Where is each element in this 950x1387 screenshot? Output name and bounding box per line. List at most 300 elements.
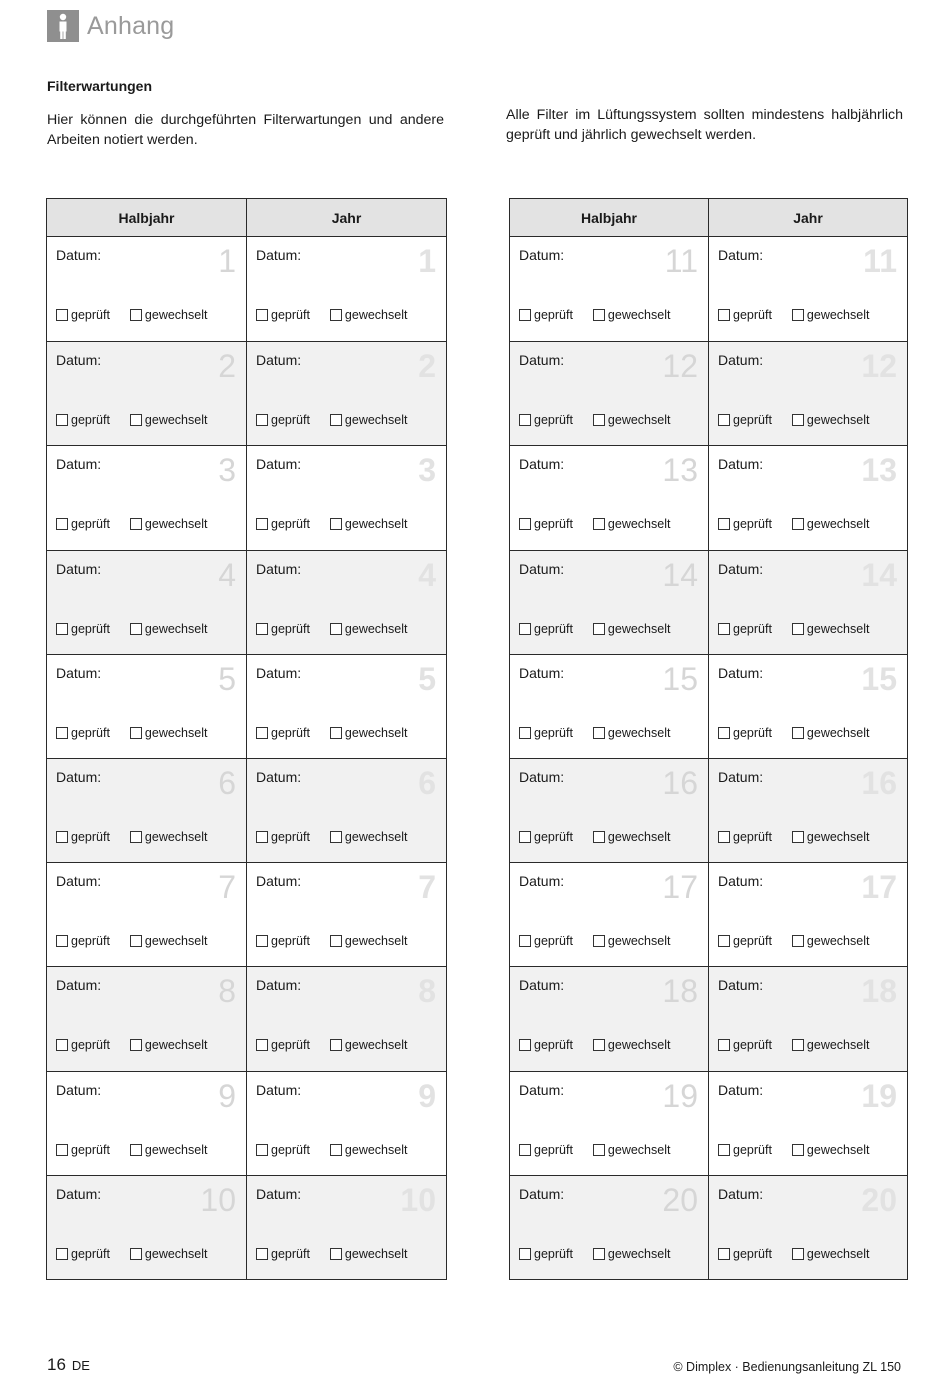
entry-number: 1 (418, 243, 436, 279)
checkbox-gewechselt[interactable] (330, 1143, 408, 1157)
checkbox-label: gewechselt (607, 413, 671, 428)
table-row (47, 862, 446, 966)
checkbox-geprueft[interactable] (718, 1247, 772, 1261)
table-row (510, 445, 907, 549)
checkbox-box[interactable] (593, 831, 605, 843)
checkbox-box[interactable] (792, 1144, 804, 1156)
checkbox-gewechselt[interactable] (130, 1143, 208, 1157)
entry-number: 18 (662, 973, 698, 1010)
checkbox-label: gewechselt (607, 308, 671, 322)
entry-cell-halbjahr[interactable] (510, 863, 708, 966)
checkbox-box[interactable] (56, 1039, 68, 1051)
checkbox-box[interactable] (718, 1248, 730, 1260)
checkbox-gewechselt[interactable] (593, 726, 671, 740)
entry-number: 3 (218, 452, 236, 489)
checkbox-gewechselt[interactable] (593, 934, 671, 948)
checkbox-box[interactable] (792, 623, 804, 635)
entry-cell-jahr[interactable] (708, 655, 907, 758)
entry-cell-jahr[interactable] (708, 551, 907, 654)
checkbox-gewechselt[interactable] (792, 1038, 870, 1052)
checkbox-label: geprüft (71, 725, 110, 740)
checkbox-box[interactable] (56, 414, 68, 426)
check-group (56, 934, 207, 948)
checkbox-label: geprüft (271, 934, 310, 949)
checkbox-label: geprüft (271, 517, 310, 532)
entry-number: 14 (662, 556, 698, 593)
datum-label: Datum: (519, 247, 565, 263)
checkbox-box[interactable] (56, 518, 68, 530)
checkbox-box[interactable] (519, 831, 531, 843)
checkbox-box[interactable] (256, 309, 268, 321)
checkbox-label: gewechselt (344, 1038, 408, 1053)
datum-label: Datum: (56, 1185, 102, 1202)
checkbox-gewechselt[interactable] (792, 830, 870, 844)
table-row (47, 341, 446, 445)
entry-number: 13 (861, 452, 897, 489)
checkbox-geprueft[interactable] (519, 413, 573, 427)
checkbox-gewechselt[interactable] (130, 1038, 208, 1052)
checkbox-box[interactable] (256, 935, 268, 947)
checkbox-label: gewechselt (607, 517, 671, 532)
checkbox-geprueft[interactable] (256, 1247, 310, 1261)
checkbox-box[interactable] (330, 1144, 342, 1156)
entry-cell-jahr[interactable] (708, 446, 907, 549)
entry-number: 13 (662, 452, 698, 489)
entry-cell-jahr[interactable] (246, 655, 446, 758)
checkbox-geprueft[interactable] (256, 830, 310, 844)
check-group (718, 413, 869, 427)
checkbox-gewechselt[interactable] (593, 308, 671, 322)
checkbox-box[interactable] (130, 518, 142, 530)
check-group (56, 413, 207, 427)
entry-cell-jahr[interactable] (708, 863, 907, 966)
checkbox-box[interactable] (330, 518, 342, 530)
checkbox-box[interactable] (256, 1039, 268, 1051)
checkbox-box[interactable] (256, 414, 268, 426)
entry-cell-halbjahr[interactable] (47, 967, 246, 1070)
checkbox-label: gewechselt (144, 1142, 208, 1157)
checkbox-box[interactable] (256, 727, 268, 739)
checkbox-box[interactable] (519, 1039, 531, 1051)
intro-right-text: Alle Filter im Lüftungssystem sollten mindestens halbjährlich geprüft und jährlich gewechselt werden. (506, 107, 903, 143)
checkbox-label: geprüft (733, 1038, 772, 1053)
checkbox-gewechselt[interactable] (330, 622, 408, 636)
checkbox-label: gewechselt (607, 829, 671, 844)
checkbox-box[interactable] (792, 727, 804, 739)
checkbox-box[interactable] (330, 727, 342, 739)
checkbox-box[interactable] (56, 727, 68, 739)
checkbox-geprueft[interactable] (256, 726, 310, 740)
check-group (256, 308, 407, 322)
checkbox-box[interactable] (256, 518, 268, 530)
checkbox-box[interactable] (330, 1039, 342, 1051)
checkbox-box[interactable] (519, 935, 531, 947)
checkbox-gewechselt[interactable] (130, 934, 208, 948)
checkbox-label: gewechselt (806, 1038, 870, 1053)
checkbox-box[interactable] (130, 935, 142, 947)
checkbox-label: geprüft (271, 308, 310, 322)
checkbox-label: gewechselt (806, 1142, 870, 1157)
checkbox-geprueft[interactable] (56, 1247, 110, 1261)
check-group (519, 1247, 670, 1261)
checkbox-geprueft[interactable] (718, 622, 772, 636)
section-title: Filterwartungen (47, 78, 153, 94)
checkbox-box[interactable] (519, 518, 531, 530)
checkbox-gewechselt[interactable] (792, 308, 870, 322)
checkbox-box[interactable] (593, 727, 605, 739)
maintenance-table-left (46, 198, 447, 1280)
checkbox-gewechselt[interactable] (792, 934, 870, 948)
checkbox-label: geprüft (271, 1038, 310, 1053)
entry-cell-jahr[interactable] (246, 967, 446, 1070)
checkbox-geprueft[interactable] (256, 413, 310, 427)
table-row (510, 758, 907, 862)
checkbox-box[interactable] (130, 623, 142, 635)
entry-number: 19 (662, 1077, 698, 1114)
checkbox-gewechselt[interactable] (130, 308, 208, 322)
intro-left-text: Hier können die durchgeführten Filterwartungen und andere Arbeiten notiert werden. (47, 112, 444, 148)
column-header-jahr: Jahr (246, 199, 446, 236)
checkbox-box[interactable] (792, 1248, 804, 1260)
entry-cell-halbjahr[interactable] (47, 551, 246, 654)
checkbox-gewechselt[interactable] (330, 413, 408, 427)
checkbox-gewechselt[interactable] (593, 413, 671, 427)
checkbox-label: gewechselt (344, 1246, 408, 1261)
checkbox-box[interactable] (256, 1248, 268, 1260)
checkbox-box[interactable] (792, 518, 804, 530)
datum-label: Datum: (56, 1081, 102, 1098)
checkbox-geprueft[interactable] (718, 934, 772, 948)
checkbox-box[interactable] (56, 831, 68, 843)
checkbox-geprueft[interactable] (718, 517, 772, 531)
checkbox-label: geprüft (733, 517, 772, 532)
checkbox-gewechselt[interactable] (130, 517, 208, 531)
checkbox-box[interactable] (519, 309, 531, 321)
checkbox-gewechselt[interactable] (330, 934, 408, 948)
check-group (256, 726, 407, 740)
checkbox-box[interactable] (718, 727, 730, 739)
checkbox-box[interactable] (718, 414, 730, 426)
checkbox-geprueft[interactable] (56, 308, 110, 322)
checkbox-box[interactable] (130, 1144, 142, 1156)
datum-label: Datum: (256, 873, 302, 890)
checkbox-gewechselt[interactable] (593, 622, 671, 636)
page-number: 16 (47, 1355, 66, 1374)
table-row (510, 654, 907, 758)
checkbox-box[interactable] (330, 1248, 342, 1260)
checkbox-geprueft[interactable] (256, 308, 310, 322)
checkbox-geprueft[interactable] (718, 726, 772, 740)
datum-label: Datum: (256, 664, 302, 681)
entry-cell-jahr[interactable] (246, 551, 446, 654)
entry-cell-halbjahr[interactable] (510, 967, 708, 1070)
checkbox-label: gewechselt (144, 725, 208, 740)
checkbox-box[interactable] (130, 309, 142, 321)
table-row (47, 966, 446, 1070)
checkbox-geprueft[interactable] (56, 413, 110, 427)
checkbox-label: gewechselt (344, 413, 408, 428)
checkbox-geprueft[interactable] (519, 830, 573, 844)
entry-cell-halbjahr[interactable] (510, 1072, 708, 1175)
check-group (256, 1247, 407, 1261)
check-group (56, 830, 207, 844)
entry-cell-halbjahr[interactable] (510, 237, 708, 341)
datum-label: Datum: (256, 456, 302, 473)
checkbox-box[interactable] (718, 1039, 730, 1051)
checkbox-geprueft[interactable] (256, 517, 310, 531)
check-group (56, 517, 207, 531)
checkbox-label: geprüft (534, 413, 573, 428)
entry-cell-halbjahr[interactable] (510, 446, 708, 549)
checkbox-box[interactable] (130, 831, 142, 843)
checkbox-gewechselt[interactable] (330, 726, 408, 740)
checkbox-geprueft[interactable] (56, 1143, 110, 1157)
checkbox-box[interactable] (792, 831, 804, 843)
entry-cell-halbjahr[interactable] (47, 446, 246, 549)
checkbox-box[interactable] (256, 623, 268, 635)
entry-cell-jahr[interactable] (708, 342, 907, 445)
checkbox-label: geprüft (733, 1246, 772, 1261)
checkbox-gewechselt[interactable] (593, 1038, 671, 1052)
checkbox-label: gewechselt (344, 308, 408, 322)
checkbox-box[interactable] (256, 1144, 268, 1156)
checkbox-box[interactable] (130, 727, 142, 739)
checkbox-box[interactable] (256, 831, 268, 843)
entry-cell-halbjahr[interactable] (47, 342, 246, 445)
checkbox-geprueft[interactable] (56, 622, 110, 636)
datum-label: Datum: (56, 664, 102, 681)
checkbox-box[interactable] (519, 1248, 531, 1260)
entry-number: 12 (662, 348, 698, 385)
checkbox-box[interactable] (330, 831, 342, 843)
checkbox-box[interactable] (718, 623, 730, 635)
datum-label: Datum: (256, 1185, 302, 1202)
checkbox-box[interactable] (519, 623, 531, 635)
checkbox-geprueft[interactable] (519, 934, 573, 948)
checkbox-box[interactable] (593, 309, 605, 321)
entry-cell-halbjahr[interactable] (510, 1176, 708, 1279)
checkbox-gewechselt[interactable] (792, 1143, 870, 1157)
column-header-halbjahr: Halbjahr (580, 209, 637, 226)
checkbox-gewechselt[interactable] (792, 517, 870, 531)
checkbox-box[interactable] (130, 1039, 142, 1051)
datum-label: Datum: (718, 768, 764, 785)
datum-label: Datum: (256, 352, 302, 369)
checkbox-gewechselt[interactable] (792, 622, 870, 636)
entry-cell-jahr[interactable] (708, 1072, 907, 1175)
checkbox-label: gewechselt (344, 517, 408, 532)
checkbox-label: geprüft (534, 621, 573, 636)
datum-label: Datum: (56, 977, 102, 994)
checkbox-box[interactable] (593, 935, 605, 947)
checkbox-gewechselt[interactable] (130, 830, 208, 844)
checkbox-gewechselt[interactable] (130, 622, 208, 636)
checkbox-box[interactable] (519, 727, 531, 739)
checkbox-geprueft[interactable] (256, 934, 310, 948)
checkbox-box[interactable] (56, 935, 68, 947)
checkbox-geprueft[interactable] (256, 1143, 310, 1157)
entry-cell-jahr[interactable] (246, 1072, 446, 1175)
checkbox-label: geprüft (534, 308, 573, 322)
checkbox-gewechselt[interactable] (130, 413, 208, 427)
check-group (256, 622, 407, 636)
checkbox-geprueft[interactable] (519, 1143, 573, 1157)
checkbox-box[interactable] (330, 935, 342, 947)
entry-cell-jahr[interactable] (246, 342, 446, 445)
check-group (519, 413, 670, 427)
checkbox-gewechselt[interactable] (792, 413, 870, 427)
check-group (56, 1143, 207, 1157)
checkbox-label: gewechselt (607, 934, 671, 949)
checkbox-box[interactable] (792, 414, 804, 426)
checkbox-geprueft[interactable] (718, 1038, 772, 1052)
checkbox-box[interactable] (519, 1144, 531, 1156)
checkbox-gewechselt[interactable] (593, 1143, 671, 1157)
checkbox-label: geprüft (733, 934, 772, 949)
checkbox-geprueft[interactable] (56, 517, 110, 531)
checkbox-label: gewechselt (806, 1246, 870, 1261)
checkbox-gewechselt[interactable] (330, 1247, 408, 1261)
checkbox-box[interactable] (593, 623, 605, 635)
checkbox-geprueft[interactable] (718, 308, 772, 322)
table-row (47, 1071, 446, 1175)
entry-cell-halbjahr[interactable] (47, 759, 246, 862)
entry-cell-jahr[interactable] (246, 1176, 446, 1279)
datum-label: Datum: (256, 977, 302, 994)
entry-cell-jahr[interactable] (246, 863, 446, 966)
check-group (718, 1247, 869, 1261)
entry-cell-halbjahr[interactable] (510, 655, 708, 758)
entry-cell-halbjahr[interactable] (47, 1072, 246, 1175)
datum-label: Datum: (56, 456, 102, 473)
checkbox-box[interactable] (792, 309, 804, 321)
table-row (510, 341, 907, 445)
checkbox-box[interactable] (130, 414, 142, 426)
checkbox-box[interactable] (718, 935, 730, 947)
checkbox-box[interactable] (519, 414, 531, 426)
entry-cell-halbjahr[interactable] (47, 655, 246, 758)
checkbox-gewechselt[interactable] (330, 308, 408, 322)
checkbox-gewechselt[interactable] (593, 830, 671, 844)
checkbox-geprueft[interactable] (519, 308, 573, 322)
datum-label: Datum: (718, 456, 764, 473)
entry-cell-jahr[interactable] (246, 759, 446, 862)
checkbox-box[interactable] (718, 1144, 730, 1156)
checkbox-box[interactable] (593, 1144, 605, 1156)
table-row (510, 1071, 907, 1175)
checkbox-label: geprüft (71, 621, 110, 636)
checkbox-box[interactable] (792, 1039, 804, 1051)
entry-number: 14 (861, 556, 897, 593)
checkbox-box[interactable] (718, 831, 730, 843)
checkbox-geprueft[interactable] (718, 413, 772, 427)
entry-number: 1 (218, 243, 236, 279)
checkbox-box[interactable] (56, 1248, 68, 1260)
entry-cell-jahr[interactable] (708, 967, 907, 1070)
entry-number: 4 (218, 556, 236, 593)
checkbox-gewechselt[interactable] (330, 517, 408, 531)
checkbox-label: geprüft (733, 413, 772, 428)
datum-label: Datum: (56, 873, 102, 890)
entry-cell-halbjahr[interactable] (510, 342, 708, 445)
datum-label: Datum: (256, 1081, 302, 1098)
datum-label: Datum: (718, 664, 764, 681)
checkbox-box[interactable] (718, 518, 730, 530)
checkbox-geprueft[interactable] (56, 726, 110, 740)
checkbox-box[interactable] (330, 309, 342, 321)
checkbox-gewechselt[interactable] (330, 830, 408, 844)
checkbox-geprueft[interactable] (519, 622, 573, 636)
entry-number: 10 (200, 1181, 236, 1218)
checkbox-box[interactable] (593, 518, 605, 530)
entry-cell-halbjahr[interactable] (510, 551, 708, 654)
entry-cell-jahr[interactable] (708, 1176, 907, 1279)
checkbox-label: gewechselt (806, 517, 870, 532)
checkbox-label: geprüft (733, 308, 772, 322)
entry-cell-halbjahr[interactable] (510, 759, 708, 862)
checkbox-box[interactable] (593, 414, 605, 426)
datum-label: Datum: (718, 560, 764, 577)
checkbox-gewechselt[interactable] (130, 1247, 208, 1261)
checkbox-geprueft[interactable] (56, 934, 110, 948)
checkbox-box[interactable] (593, 1248, 605, 1260)
checkbox-label: gewechselt (144, 621, 208, 636)
checkbox-geprueft[interactable] (718, 830, 772, 844)
entry-cell-halbjahr[interactable] (47, 237, 246, 341)
checkbox-geprueft[interactable] (519, 517, 573, 531)
checkbox-gewechselt[interactable] (330, 1038, 408, 1052)
entry-cell-jahr[interactable] (246, 237, 446, 341)
checkbox-gewechselt[interactable] (792, 726, 870, 740)
checkbox-gewechselt[interactable] (792, 1247, 870, 1261)
datum-label: Datum: (519, 873, 565, 890)
checkbox-label: gewechselt (144, 934, 208, 949)
checkbox-gewechselt[interactable] (593, 517, 671, 531)
checkbox-geprueft[interactable] (256, 1038, 310, 1052)
checkbox-box[interactable] (130, 1248, 142, 1260)
entry-number: 2 (418, 348, 436, 385)
checkbox-box[interactable] (330, 414, 342, 426)
datum-label: Datum: (56, 768, 102, 785)
checkbox-box[interactable] (330, 623, 342, 635)
checkbox-box[interactable] (56, 309, 68, 321)
checkbox-geprueft[interactable] (56, 830, 110, 844)
checkbox-geprueft[interactable] (519, 1038, 573, 1052)
entry-cell-jahr[interactable] (708, 759, 907, 862)
checkbox-box[interactable] (56, 1144, 68, 1156)
checkbox-label: gewechselt (344, 725, 408, 740)
entry-cell-jahr[interactable] (708, 237, 907, 341)
entry-cell-halbjahr[interactable] (47, 863, 246, 966)
checkbox-geprueft[interactable] (256, 622, 310, 636)
entry-cell-jahr[interactable] (246, 446, 446, 549)
checkbox-box[interactable] (56, 623, 68, 635)
checkbox-gewechselt[interactable] (130, 726, 208, 740)
check-group (56, 726, 207, 740)
entry-number: 17 (662, 869, 698, 906)
checkbox-label: geprüft (733, 1142, 772, 1157)
checkbox-box[interactable] (792, 935, 804, 947)
checkbox-box[interactable] (718, 309, 730, 321)
checkbox-geprueft[interactable] (519, 726, 573, 740)
checkbox-geprueft[interactable] (718, 1143, 772, 1157)
checkbox-geprueft[interactable] (56, 1038, 110, 1052)
checkbox-gewechselt[interactable] (593, 1247, 671, 1261)
entry-cell-halbjahr[interactable] (47, 1176, 246, 1279)
checkbox-geprueft[interactable] (519, 1247, 573, 1261)
checkbox-box[interactable] (593, 1039, 605, 1051)
entry-number: 17 (861, 869, 897, 906)
